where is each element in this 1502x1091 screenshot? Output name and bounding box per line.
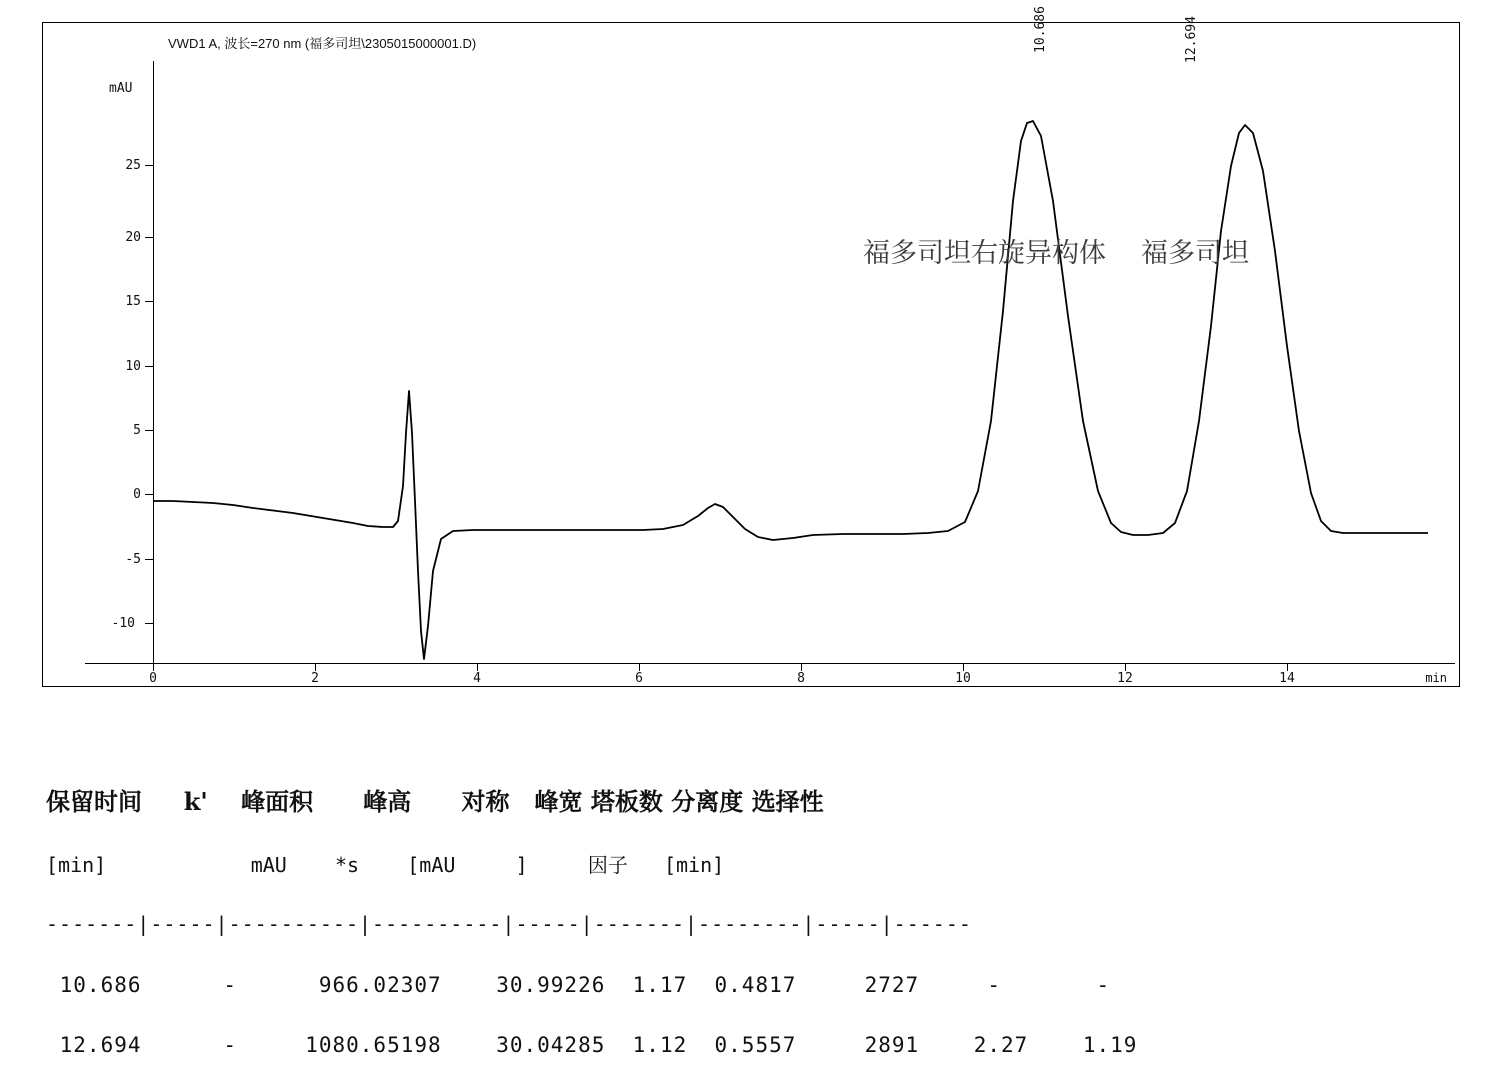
- y-tick-label: 15: [125, 294, 141, 309]
- x-tick-mark: [153, 664, 154, 671]
- annotation-main: 福多司坦: [1141, 238, 1249, 269]
- chromatogram-trace: [153, 61, 1428, 664]
- x-tick-label: 10: [955, 671, 971, 686]
- x-tick-mark: [477, 664, 478, 671]
- x-tick-label: 6: [635, 671, 643, 686]
- x-tick-mark: [1287, 664, 1288, 671]
- results-header-line-1: 保留时间 k' 峰面积 峰高 对称 峰宽 塔板数 分离度 选择性: [46, 787, 824, 817]
- results-header-line-2: [min] mAU *s [mAU ] 因子 [min]: [46, 852, 725, 877]
- chromatogram-title: VWD1 A, 波长=270 nm (福多司坦\2305015000001.D): [168, 36, 477, 51]
- y-tick-label: 10: [125, 359, 141, 374]
- x-tick-label: 4: [473, 671, 481, 686]
- y-tick-label: -5: [125, 552, 141, 567]
- x-tick-mark: [639, 664, 640, 671]
- y-tick-mark: [145, 430, 153, 431]
- x-tick-label: 14: [1279, 671, 1295, 686]
- table-row: 12.694 - 1080.65198 30.04285 1.12 0.5557 2891 2.27 1.19: [46, 1033, 1138, 1058]
- peak-label-2: 12.694: [1184, 16, 1199, 63]
- y-tick-mark: [145, 623, 153, 624]
- y-tick-mark: [145, 494, 153, 495]
- y-tick-mark: [145, 237, 153, 238]
- x-tick-label: 0: [149, 671, 157, 686]
- y-tick-mark: [145, 366, 153, 367]
- y-tick-mark: [145, 301, 153, 302]
- y-tick-label: -10: [111, 616, 135, 631]
- y-axis-unit-label: mAU: [109, 81, 133, 96]
- y-tick-label: 25: [125, 158, 141, 173]
- x-tick-label: 8: [797, 671, 805, 686]
- y-tick-label: 0: [133, 487, 141, 502]
- x-axis-unit-label: min: [1425, 671, 1447, 685]
- results-separator-rule: -------|-----|----------|----------|-----|-------|--------|-----|------: [46, 912, 972, 937]
- x-tick-mark: [963, 664, 964, 671]
- y-tick-mark: [145, 559, 153, 560]
- x-tick-label: 2: [311, 671, 319, 686]
- y-tick-label: 20: [125, 230, 141, 245]
- annotation-isomer: 福多司坦右旋异构体: [863, 238, 1106, 269]
- y-tick-mark: [145, 165, 153, 166]
- x-tick-mark: [1125, 664, 1126, 671]
- results-table: [46, 755, 1446, 1091]
- chromatogram-panel: [42, 6, 1460, 687]
- peak-label-1: 10.686: [1033, 6, 1048, 53]
- x-tick-mark: [315, 664, 316, 671]
- x-tick-label: 12: [1117, 671, 1133, 686]
- y-tick-label: 5: [133, 423, 141, 438]
- table-row: 10.686 - 966.02307 30.99226 1.17 0.4817 2727 - -: [46, 972, 1111, 997]
- x-tick-mark: [801, 664, 802, 671]
